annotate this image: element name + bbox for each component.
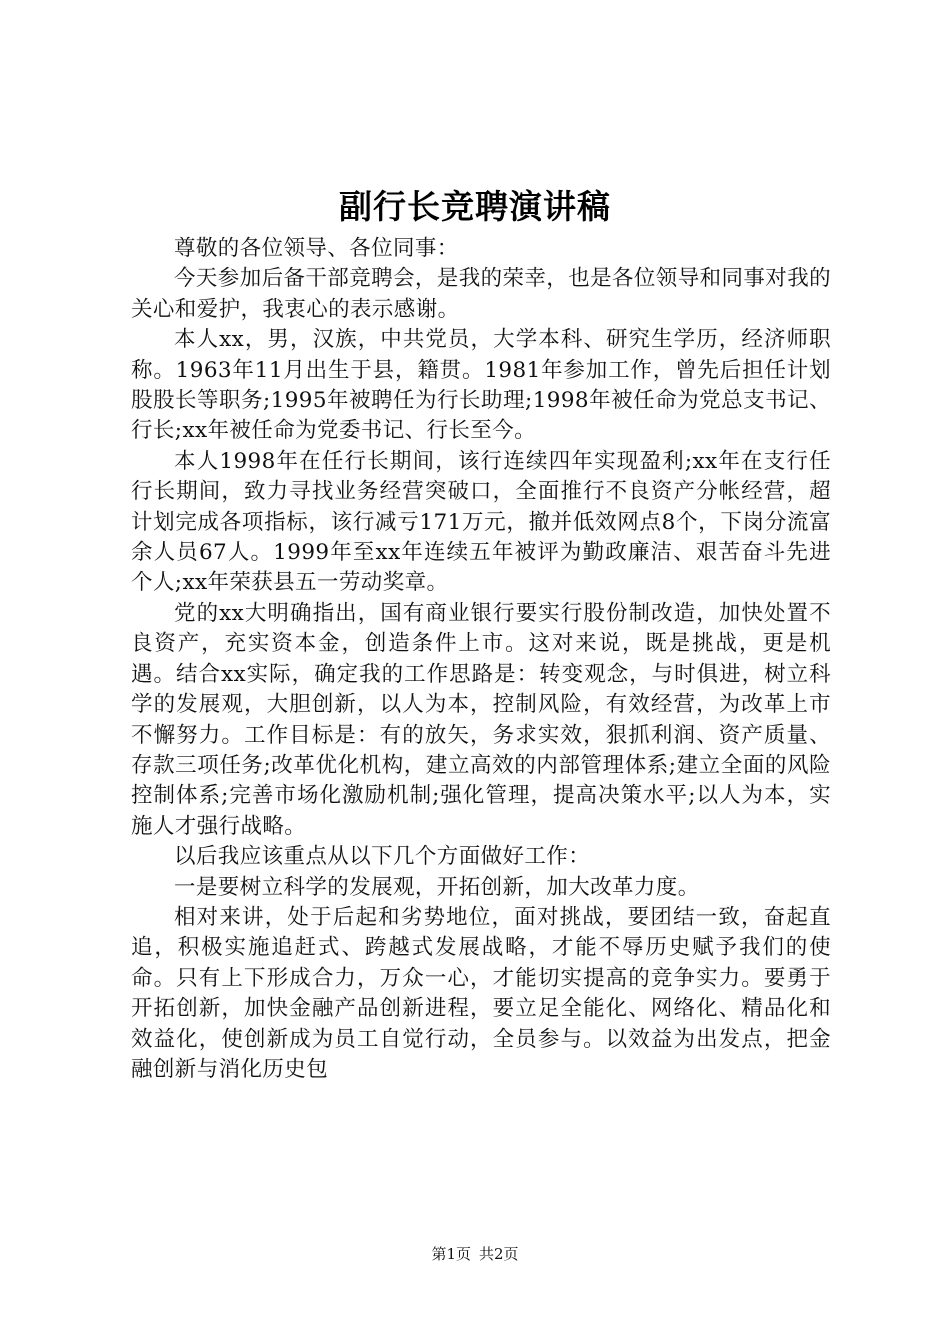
paragraph-thanks: 今天参加后备干部竞聘会，是我的荣幸，也是各位领导和同事对我的关心和爱护，我衷心的表示感谢。: [131, 266, 832, 322]
paragraph-innovation: 相对来讲，处于后起和劣势地位，面对挑战，要团结一致，奋起直追，积极实施追赶式、跨越式发展战略，才能不辱历史赋予我们的使命。只有上下形成合力，万众一心，才能切实提高的竞争实力。要勇于开拓创新，加快金融产品创新进程，要立足全能化、网络化、精品化和效益化，使创新成为员工自觉行动，全员参与。以效益为出发点，把金融创新与消化历史包: [131, 904, 831, 1082]
page-footer: [0, 1244, 950, 1264]
paragraph-focus-intro: 以后我应该重点从以下几个方面做好工作：: [174, 844, 591, 870]
page-number: 第1页: [431, 1245, 471, 1263]
paragraph-personal-profile: 本人xx，男，汉族，中共党员，大学本科、研究生学历，经济师职称。1963年11月出生于县，籍贯。1981年参加工作，曾先后担任计划股股长等职务;1995年被聘任为行长助理;1998年被任命为党总支书记、行长;xx年被任命为党委书记、行长至今。: [131, 327, 831, 444]
paragraph-achievements: 本人1998年在任行长期间，该行连续四年实现盈利;xx年在支行任行长期间，致力寻找业务经营突破口，全面推行不良资产分帐经营，超计划完成各项指标，该行减亏171万元，撤并低效网点8个，下岗分流富余人员67人。1999年至xx年连续五年被评为勤政廉洁、艰苦奋斗先进个人;xx年荣获县五一劳动奖章。: [131, 448, 831, 596]
paragraph-work-plan: 党的xx大明确指出，国有商业银行要实行股份制改造，加快处置不良资产，充实资本金，创造条件上市。这对来说，既是挑战，更是机遇。结合xx实际，确定我的工作思路是：转变观念，与时俱进，树立科学的发展观，大胆创新，以人为本，控制风险，有效经营，为改革上市不懈努力。工作目标是：有的放矢，务求实效，狠抓利润、资产质量、存款三项任务;改革优化机构，建立高效的内部管理体系;建立全面的风险控制体系;完善市场化激励机制;强化管理，提高决策水平;以人为本，实施人才强行战略。: [131, 600, 831, 839]
document-title: 副行长竞聘演讲稿: [339, 187, 611, 226]
document-body: [131, 234, 831, 1085]
paragraph-salutation: 尊敬的各位领导、各位同事：: [174, 236, 459, 261]
paragraph-point-one: 一是要树立科学的发展观，开拓创新，加大改革力度。: [174, 874, 700, 900]
page-total: 共2页: [479, 1245, 519, 1263]
